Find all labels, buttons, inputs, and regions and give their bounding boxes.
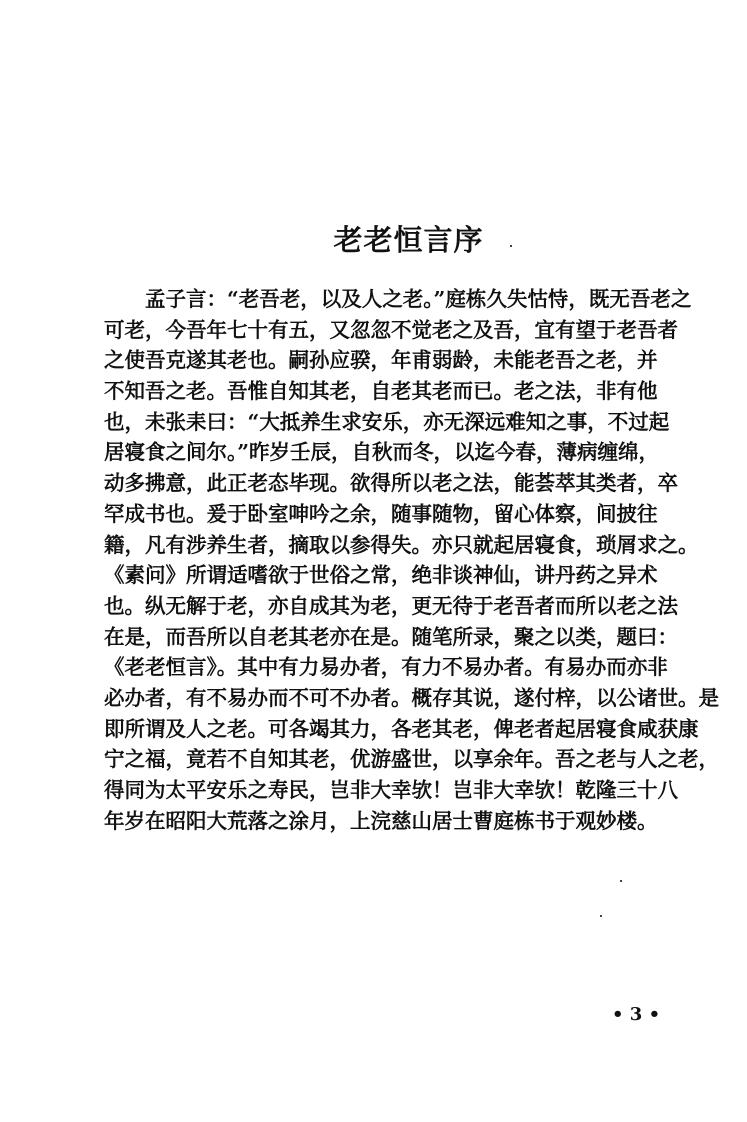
text-line: 宁之福，竟若不自知其老，优游盛世，以享余年。吾之老与人之老，: [104, 747, 719, 772]
text-line: 也，未张耒曰：“大抵养生求安乐，亦无深远难知之事，不过起: [104, 409, 670, 434]
text-line: 居寝食之间尔。”昨岁壬辰，自秋而冬，以迄今春，薄病缠绵，: [104, 440, 660, 465]
text-line: 籍，凡有涉养生者，摘取以参得失。亦只就起居寝食，琐屑求之。: [104, 532, 699, 557]
text-line: 也。纵无解于老，亦自成其为老，更无待于老吾者而所以老之法: [104, 593, 678, 618]
page-number: • 3 •: [612, 1004, 661, 1025]
text-line: 即所谓及人之老。可各竭其力，各老其老，俾老者起居寝食咸获康: [104, 716, 699, 741]
text-line: 罕成书也。爰于卧室呻吟之余，随事随物，留心体察，间披往: [104, 501, 658, 526]
preface-text: [104, 284, 719, 836]
text-line: 《老老恒言》。其中有力易办者，有力不易办者。有易办而亦非: [104, 655, 668, 680]
text-line: 必办者，有不易办而不可不办者。概存其说，遂付梓，以公诸世。是: [104, 685, 719, 710]
scan-speck: [600, 915, 602, 917]
text-line: 不知吾之老。吾惟自知其老，自老其老而已。老之法，非有他: [104, 379, 658, 404]
text-line: 孟子言：“老吾老，以及人之老。”庭栋久失怙恃，既无吾老之: [145, 287, 692, 311]
page-title: 老老恒言序: [333, 223, 484, 257]
text-line: 得同为太平安乐之寿民，岂非大幸欤！岂非大幸欤！乾隆三十八: [104, 778, 678, 802]
scan-speck: [620, 880, 622, 882]
text-line: 年岁在昭阳大荒落之涂月，上浣慈山居士曹庭栋书于观妙楼。: [104, 808, 658, 833]
text-line: 动多拂意，此正老态毕现。欲得所以老之法，能荟萃其类者，卒: [104, 471, 678, 496]
scan-speck: [510, 245, 512, 247]
text-line: 《素问》所谓适嗜欲于世俗之常，绝非谈神仙，讲丹药之异术: [104, 563, 658, 588]
text-line: 在是，而吾所以自老其老亦在是。随笔所录，聚之以类，题曰：: [104, 624, 678, 649]
text-line: 之使吾克遂其老也。嗣孙应骙，年甫弱龄，未能老吾之老，并: [104, 348, 658, 373]
text-line: 可老，今吾年七十有五，又忽忽不觉老之及吾，宜有望于老吾者: [104, 317, 678, 342]
